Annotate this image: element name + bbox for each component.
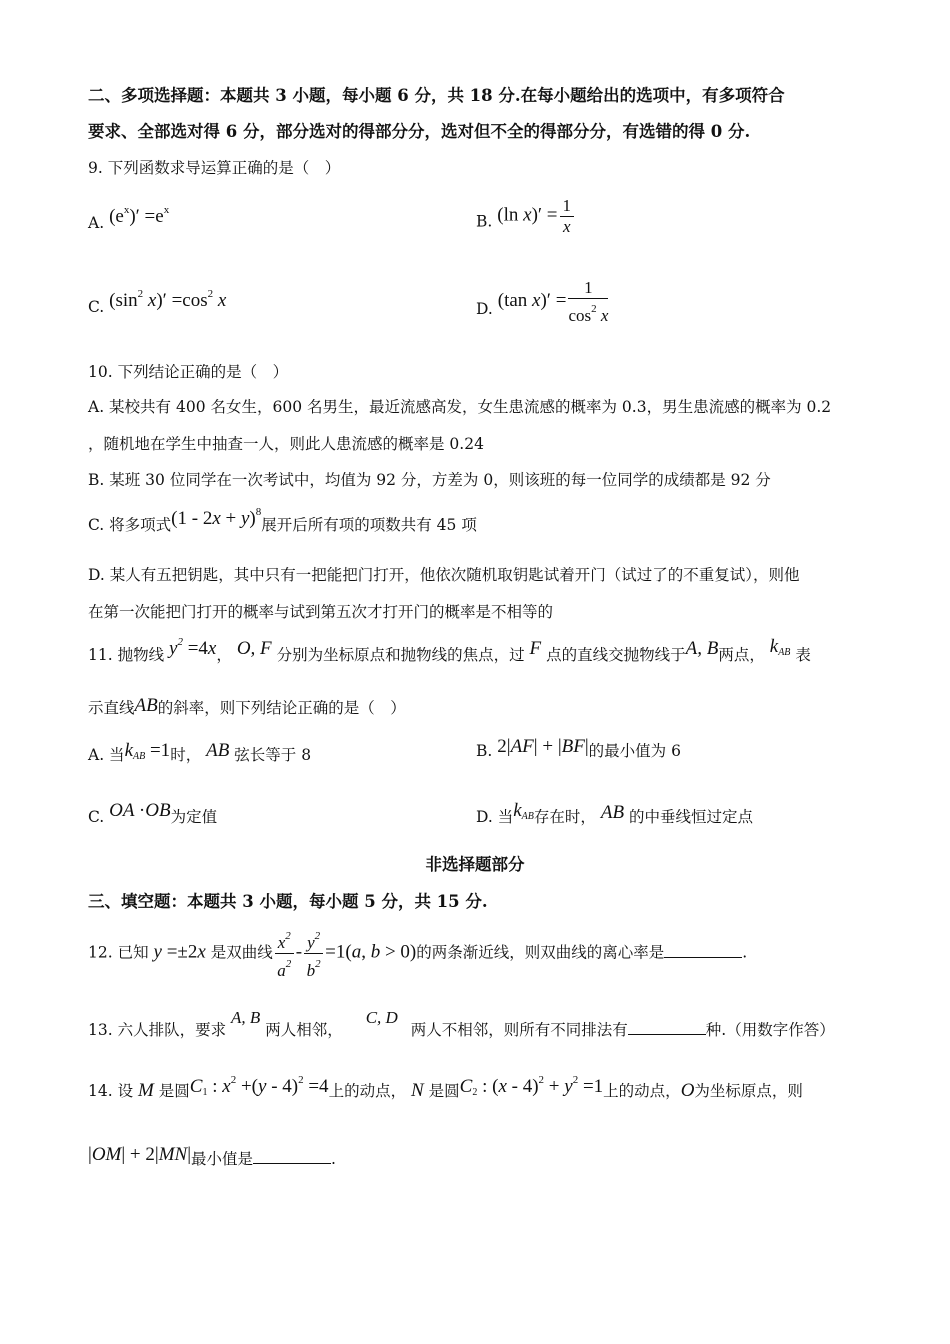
- q10-option-a-line2: ，随机地在学生中抽查一人，则此人患流感的概率是 0.24: [88, 435, 484, 453]
- q9-option-c: C. ($\sin^2$ $x)' =\cos^2$ x: [88, 288, 227, 316]
- q14-line2: |OM| + 2|MN|最小值是 .: [88, 1144, 336, 1168]
- q11-option-c: C. OA ·OB为定值: [88, 800, 218, 826]
- q11-stem-line2: 示直线AB的斜率，则下列结论正确的是（ ）: [88, 695, 406, 717]
- q10-option-c: C. 将多项式$(1 - 2x + y)^8$展开后所有项的项数共有 45 项: [88, 506, 477, 534]
- q10-stem: 10. 下列结论正确的是（ ）: [88, 363, 289, 381]
- q9-option-d: D. (tan x)′ = $\frac{1}{\cos^2 x}$: [476, 278, 609, 325]
- q9-stem: 9. 下列函数求导运算正确的是（ ）: [88, 159, 341, 177]
- nonchoice-title: 非选择题部分: [425, 855, 525, 874]
- q11-option-a: A. 当$k_{AB} =1$时， AB 弦长等于 8: [88, 740, 312, 764]
- q14-line1: 14. 设 M 是圆$C_1$ : $x^2 +(y - 4)^2 =4$上的动点， N 是圆$C_2$ : $(x - 4)^2 + y^2 =1$上的动点，O为坐标原点，则: [88, 1074, 803, 1101]
- q13: 13. 六人排队，要求 A, B 两人相邻， C, D 两人不相邻，则所有不同排法有 种.（用数字作答）: [88, 1008, 835, 1039]
- q12-answer-blank[interactable]: [664, 943, 742, 958]
- section2-heading-line1: 二、多项选择题：本题共 3 小题，每小题 6 分，共 18 分.在每小题给出的选项中，有多项符合: [88, 86, 785, 105]
- q11-option-d: D. 当$k_{AB}$存在时， AB 的中垂线恒过定点: [476, 800, 754, 826]
- q14-answer-blank[interactable]: [253, 1149, 331, 1164]
- q10-option-b: B. 某班 30 位同学在一次考试中，均值为 92 分，方差为 0，则该班的每一位同学的成绩都是 92 分: [88, 471, 771, 489]
- q13-answer-blank[interactable]: [628, 1020, 706, 1035]
- q12: 12. 已知 y =±2x 是双曲线 $\frac{x^2}{a^2}$ - $\frac{y^2}{b^2}$ =1(a, b > 0)的两条渐近线，则双曲线的离心率是 .: [88, 926, 747, 981]
- section3-heading: 三、填空题：本题共 3 小题，每小题 5 分，共 15 分.: [88, 892, 488, 911]
- q11-stem-line1: 11. 抛物线 $y^2 =4x$， O, F 分别为坐标原点和抛物线的焦点，过 F 点的直线交抛物线于A, B两点， $k_{AB}$ 表: [88, 636, 811, 664]
- q10-option-d-line2: 在第一次能把门打开的概率与试到第五次才打开门的概率是不相等的: [88, 603, 554, 621]
- q11-option-b: B. 2|AF| + |BF|的最小值为 6: [476, 736, 681, 760]
- q10-option-d-line1: D. 某人有五把钥匙，其中只有一把能把门打开，他依次随机取钥匙试着开门（试过了的不重复试），则他: [88, 566, 800, 584]
- q9-option-a: A. $(e^x)' =e^x$: [88, 204, 170, 232]
- section2-heading-line2: 要求、全部选对得 6 分，部分选对的得部分分，选对但不全的得部分分，有选错的得 0 分.: [88, 122, 751, 141]
- q9-option-b: B. (ln x)′ = $\frac{1}{x}$: [476, 196, 576, 237]
- q10-option-a-line1: A. 某校共有 400 名女生，600 名男生，最近流感高发，女生患流感的概率为 0.3，男生患流感的概率为 0.2: [88, 398, 832, 416]
